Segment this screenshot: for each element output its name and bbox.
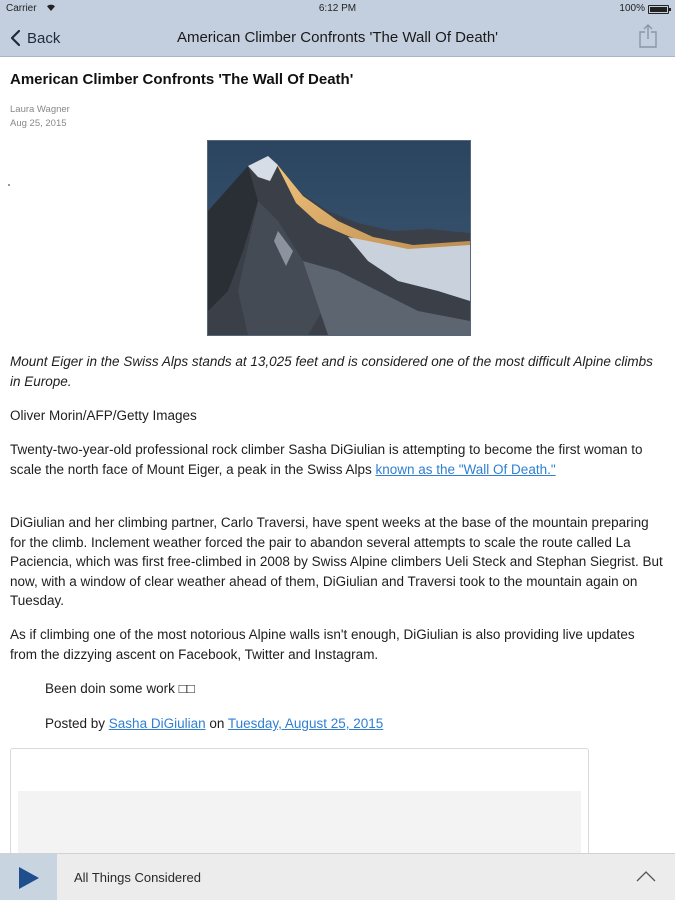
battery-percent: 100% [619,3,645,14]
back-label: Back [27,29,61,47]
posted-on: on [205,716,228,731]
paragraph-2: DiGiulian and her climbing partner, Carlo Traversi, have spent weeks at the base of the mountain preparing for the climb. Inclement weather forced the pair to abandon several attempts to scale the route called La Paciencia, which was first free-climbed in 2008 by Swiss Alpine climbers Ueli Steck and Stephan Siegrist. But now, with a window of clear weather ahead of them, DiGiulian and Traversi took to the mountain again on Tuesday. [10,515,663,608]
article-date: Aug 25, 2015 [10,118,67,129]
paragraph-1 [10,440,665,479]
play-icon [17,866,41,890]
social-embed-card[interactable] [10,748,589,853]
share-button[interactable] [637,23,659,49]
article-author: Laura Wagner [10,104,70,115]
article-title: American Climber Confronts 'The Wall Of Death' [10,71,354,88]
paragraph-3: As if climbing one of the most notorious Alpine walls isn't enough, DiGiulian is also providing live updates from the dizzying ascent on Facebook, Twitter and Instagram. [10,627,635,662]
posted-date-link[interactable]: Tuesday, August 25, 2015 [227,716,384,731]
nav-title: American Climber Confronts 'The Wall Of Death' [176,29,499,46]
player-program-title: All Things Considered [74,870,201,885]
photo-credit: Oliver Morin/AFP/Getty Images [10,408,197,423]
chevron-left-icon [10,29,21,47]
paragraph-1-text: Twenty-two-year-old professional rock climber Sasha DiGiulian is attempting to become the first woman to scale the north face of Mount Eiger, a peak in the Swiss Alps [10,442,643,477]
photo-caption: Mount Eiger in the Swiss Alps stands at 13,025 feet and is considered one of the most difficult Alpine climbs in Europe. [10,354,653,389]
chevron-up-icon [635,868,657,884]
audio-player-bar [0,853,675,900]
embed-media-placeholder [18,791,581,853]
embed-posted-line [45,714,383,734]
navigation-bar [0,18,675,57]
wall-of-death-link[interactable]: known as the "Wall Of Death." [375,461,556,477]
carrier-label: Carrier [6,3,37,14]
status-time: 6:12 PM [318,3,357,14]
share-icon [637,23,659,49]
decorative-dot [8,184,10,186]
battery-icon [648,5,669,14]
embed-quote: Been doin some work □□ [45,681,195,696]
posted-author-link[interactable]: Sasha DiGiulian [108,716,206,731]
expand-player-button[interactable] [635,868,657,884]
article-content[interactable] [0,58,675,853]
play-button[interactable] [0,854,57,900]
article-photo[interactable] [207,140,471,336]
mountain-image [208,141,470,335]
posted-prefix: Posted by [45,716,109,731]
status-bar [0,0,675,18]
back-button[interactable] [10,27,60,49]
